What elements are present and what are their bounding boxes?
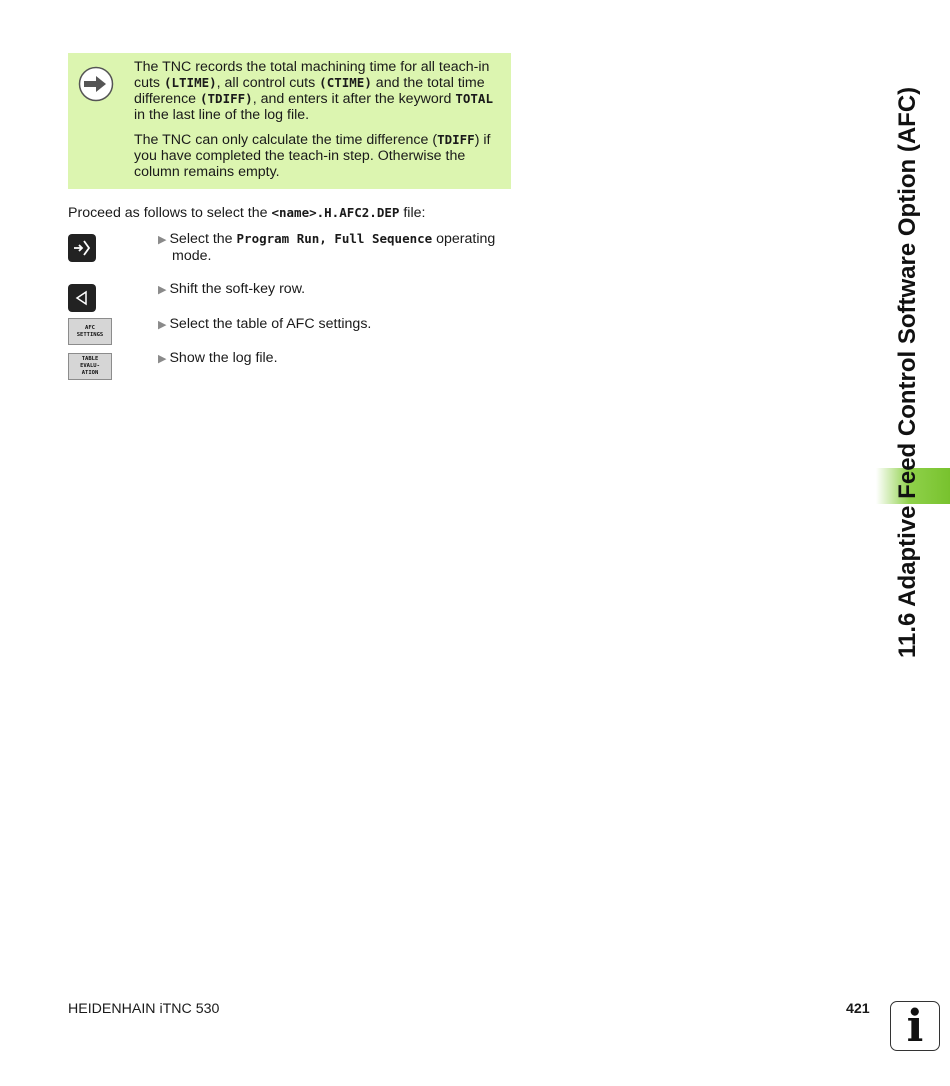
intro-text: Proceed as follows to select the <name>.H.AFC2.DEP file: [68, 205, 426, 221]
shift-softkey-row-key[interactable] [68, 284, 96, 312]
softkey-label-line: ATION [81, 370, 99, 376]
page-number: 421 [846, 1001, 870, 1017]
shift-softkey-row-key-icon [74, 290, 90, 306]
step-3-text: ▶ Select the table of AFC settings. [158, 316, 372, 332]
step-bullet-icon: ▶ [158, 284, 167, 296]
note-box [68, 53, 511, 189]
note-paragraph-2: The TNC can only calculate the time difference (TDIFF) if you have completed the teach-in step. Otherwise the column remains empty. [134, 132, 491, 180]
arrow-right-circle-icon [78, 66, 114, 102]
afc-settings-softkey[interactable] [68, 318, 112, 345]
softkey-label-line: SETTINGS [76, 331, 104, 338]
step-4-text: ▶ Show the log file. [158, 350, 278, 366]
info-icon: i [890, 1001, 940, 1051]
note-paragraph-1: The TNC records the total machining time for all teach-in cuts (LTIME), all control cuts (CTIME) and the total time difference (TDIFF), and enters it after the keyword TOTAL in the last line of the log file. [134, 59, 493, 123]
table-evaluation-softkey[interactable] [68, 353, 112, 380]
footer-product-name: HEIDENHAIN iTNC 530 [68, 1001, 220, 1017]
step-bullet-icon: ▶ [158, 319, 167, 331]
step-bullet-icon: ▶ [158, 234, 167, 246]
softkey-label-line: AFC [85, 324, 95, 331]
step-2-text: ▶ Shift the soft-key row. [158, 281, 306, 297]
note-text [134, 59, 504, 189]
step-1-text: ▶ Select the Program Run, Full Sequence operating mode. [158, 231, 496, 264]
softkey-label-line: EVALU- [80, 363, 100, 369]
step-bullet-icon: ▶ [158, 353, 167, 365]
program-run-full-sequence-key-icon [72, 238, 92, 258]
chapter-side-title: 11.6 Adaptive Feed Control Software Option (AFC) [894, 86, 921, 658]
softkey-label-line: TABLE [81, 356, 99, 362]
program-run-full-sequence-key[interactable] [68, 234, 96, 262]
